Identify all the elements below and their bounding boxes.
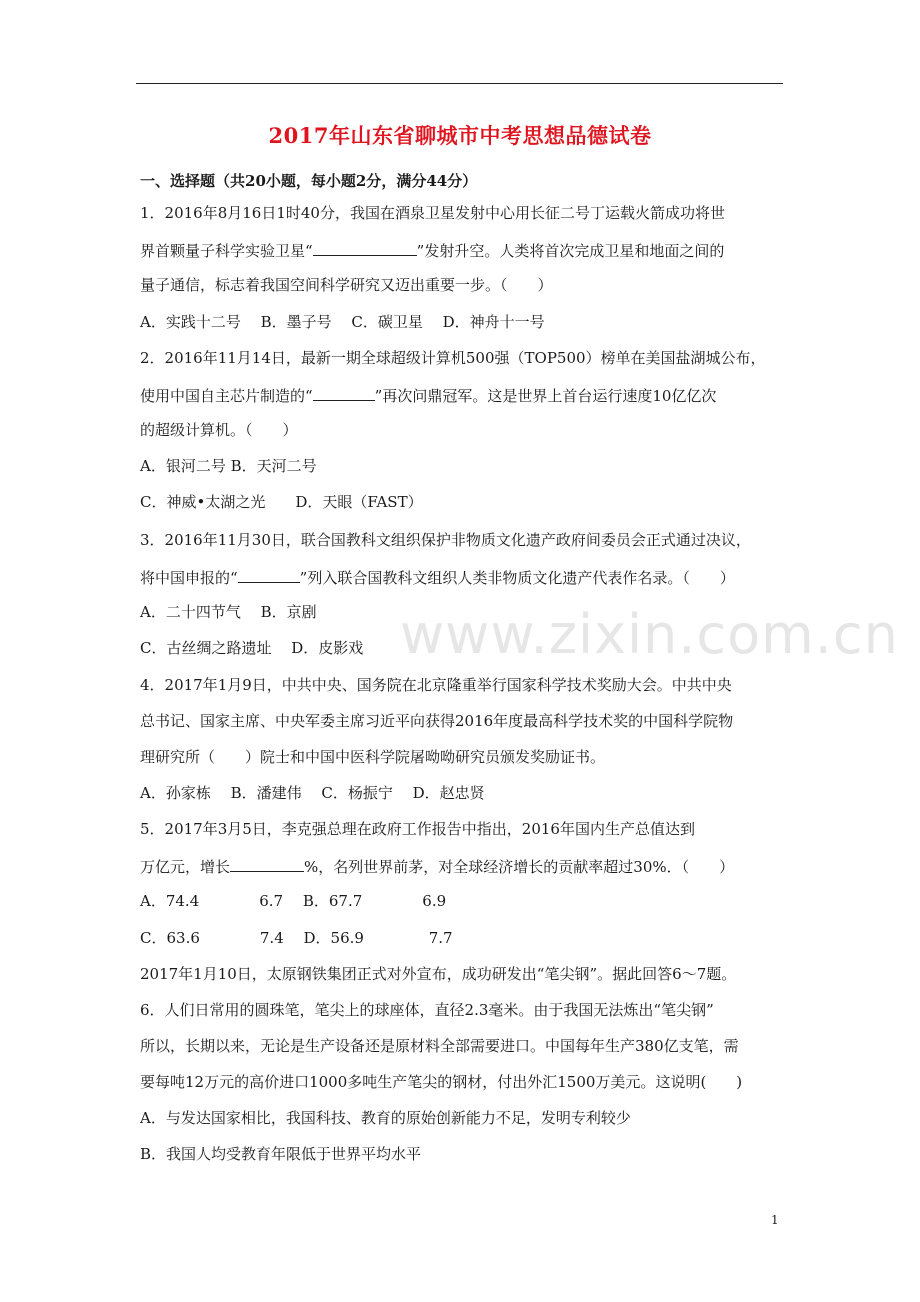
answer-blank — [313, 239, 417, 256]
q3-options-2: C．古丝绸之路遗址 D．皮影戏 — [140, 639, 364, 657]
section-heading: 一、选择题（共20小题，每小题2分，满分44分） — [140, 172, 478, 190]
q3-options-1: A．二十四节气 B．京剧 — [140, 603, 317, 621]
q4-line-1: 4．2017年1月9日，中共中央、国务院在北京隆重举行国家科学技术奖励大会。中共中央 — [140, 676, 732, 694]
q6-7-intro: 2017年1月10日，太原钢铁集团正式对外宣布，成功研发出“笔尖钢”。据此回答6～7题。 — [140, 965, 737, 983]
watermark-text: www.zixin.com.cn — [400, 603, 899, 666]
q3-line-2: 将中国申报的“ ”列入联合国教科文组织人类非物质文化遗产代表作名录。（ ） — [140, 566, 735, 588]
q5-line-2: 万亿元，增长 %，名列世界前茅，对全球经济增长的贡献率超过30%．（ ） — [140, 855, 734, 877]
answer-blank — [238, 566, 300, 583]
q1-line-3: 量子通信，标志着我国空间科学研究又迈出重要一步。（ ） — [140, 276, 553, 294]
q2-line-3: 的超级计算机。（ ） — [140, 421, 298, 439]
q6-line-2: 所以，长期以来，无论是生产设备还是原材料全部需要进口。中国每年生产380亿支笔，需 — [140, 1037, 739, 1055]
q1-line-2: 界首颗量子科学实验卫星“ ”发射升空。人类将首次完成卫星和地面之间的 — [140, 239, 724, 261]
q1-line-1: 1．2016年8月16日1时40分，我国在酒泉卫星发射中心用长征二号丁运载火箭成功将世 — [140, 204, 725, 222]
q2-options-1: A．银河二号 B．天河二号 — [140, 457, 317, 475]
q6-line-1: 6．人们日常用的圆珠笔，笔尖上的球座体，直径2.3毫米。由于我国无法炼出“笔尖钢” — [140, 1001, 714, 1019]
q6-option-a: A．与发达国家相比，我国科技、教育的原始创新能力不足，发明专利较少 — [140, 1109, 631, 1127]
header-rule — [136, 83, 783, 84]
q2-line-1: 2．2016年11月14日，最新一期全球超级计算机500强（TOP500）榜单在美国盐湖城公布， — [140, 349, 766, 367]
q6-line-3: 要每吨12万元的高价进口1000多吨生产笔尖的钢材，付出外汇1500万美元。这说明( ) — [140, 1073, 743, 1091]
q4-line-3: 理研究所（ ）院士和中国中医科学院屠呦呦研究员颁发奖励证书。 — [140, 748, 606, 766]
q4-line-2: 总书记、国家主席、中央军委主席习近平向获得2016年度最高科学技术奖的中国科学院物 — [140, 712, 734, 730]
answer-blank — [230, 855, 304, 872]
document-title: 2017年山东省聊城市中考思想品德试卷 — [268, 123, 652, 148]
q3-line-1: 3．2016年11月30日，联合国教科文组织保护非物质文化遗产政府间委员会正式通过决议， — [140, 531, 751, 549]
q5-options-2: C．63.6 7.4 D．56.9 7.7 — [140, 929, 453, 947]
q6-option-b: B．我国人均受教育年限低于世界平均水平 — [140, 1145, 422, 1163]
q2-options-2: C．神威•太湖之光 D．天眼（FAST） — [140, 493, 423, 511]
q4-options: A．孙家栋 B．潘建伟 C．杨振宁 D．赵忠贤 — [140, 784, 485, 802]
q5-options-1: A．74.4 6.7 B．67.7 6.9 — [140, 892, 447, 910]
q1-options: A．实践十二号 B．墨子号 C．碳卫星 D．神舟十一号 — [140, 313, 545, 331]
q5-line-1: 5．2017年3月5日，李克强总理在政府工作报告中指出，2016年国内生产总值达到 — [140, 820, 695, 838]
page-number: 1 — [771, 1213, 779, 1227]
answer-blank — [313, 384, 375, 401]
q2-line-2: 使用中国自主芯片制造的“ ”再次问鼎冠军。这是世界上首台运行速度10亿亿次 — [140, 384, 716, 406]
